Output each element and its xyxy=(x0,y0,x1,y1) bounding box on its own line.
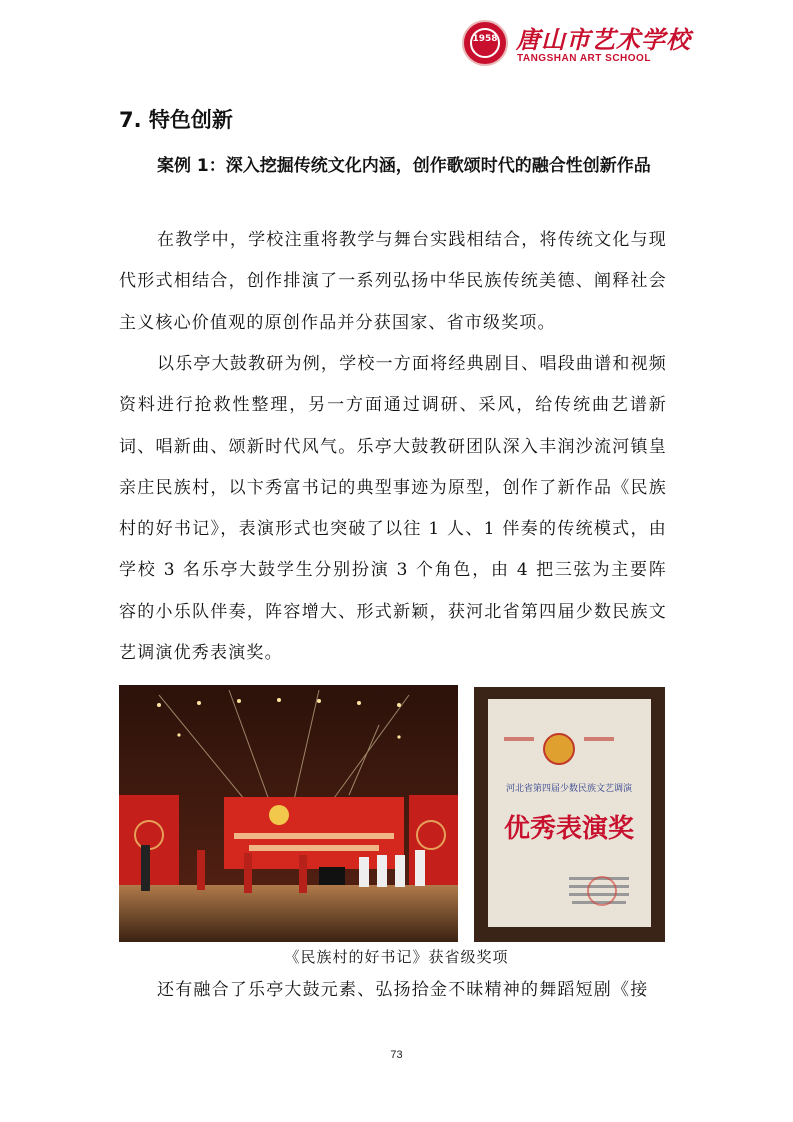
paragraph-2: 以乐亭大鼓教研为例，学校一方面将经典剧目、唱段曲谱和视频资料进行抢救性整理，另一方面通过调研、采风，给传统曲艺谱新词、唱新曲、颂新时代风气。乐亭大鼓教研团队深入丰润沙流河镇皇亲庄民族村，以卞秀富书记的典型事迹为原型，创作了新作品《民族村的好书记》，表演形式也突破了以往 1 人、1 伴奏的传统模式，由学校 3 名乐亭大鼓学生分别扮演 3 个角色，由 4 把三弦为主要阵容的小乐队伴奏，阵容增大、形式新颖，获河北省第四届少数民族文艺调演优秀表演奖。 xyxy=(119,354,667,664)
certificate-award: 优秀表演奖 xyxy=(503,814,635,844)
school-name-cn: 唐山市艺术学校 xyxy=(516,25,691,54)
award-certificate-photo xyxy=(474,687,665,942)
school-seal-icon: 1958 xyxy=(462,20,508,66)
school-name-en: TANGSHAN ART SCHOOL xyxy=(517,53,651,64)
school-logo xyxy=(462,20,691,70)
stage-performance-photo xyxy=(119,685,458,942)
figure-caption: 《民族村的好书记》获省级奖项 xyxy=(284,948,509,966)
page-number: 73 xyxy=(390,1049,403,1061)
certificate-title: 河北省第四届少数民族文艺调演 xyxy=(505,784,633,794)
paragraph-3: 还有融合了乐亭大鼓元素、弘扬拾金不昧精神的舞蹈短剧《接 xyxy=(157,980,649,1000)
section-title: 7. 特色创新 xyxy=(119,108,233,132)
case-title: 案例 1：深入挖掘传统文化内涵，创作歌颂时代的融合性创新作品 xyxy=(157,156,651,176)
paragraph-1: 在教学中，学校注重将教学与舞台实践相结合，将传统文化与现代形式相结合，创作排演了一系列弘扬中华民族传统美德、阐释社会主义核心价值观的原创作品并分获国家、省市级奖项。 xyxy=(119,230,667,333)
